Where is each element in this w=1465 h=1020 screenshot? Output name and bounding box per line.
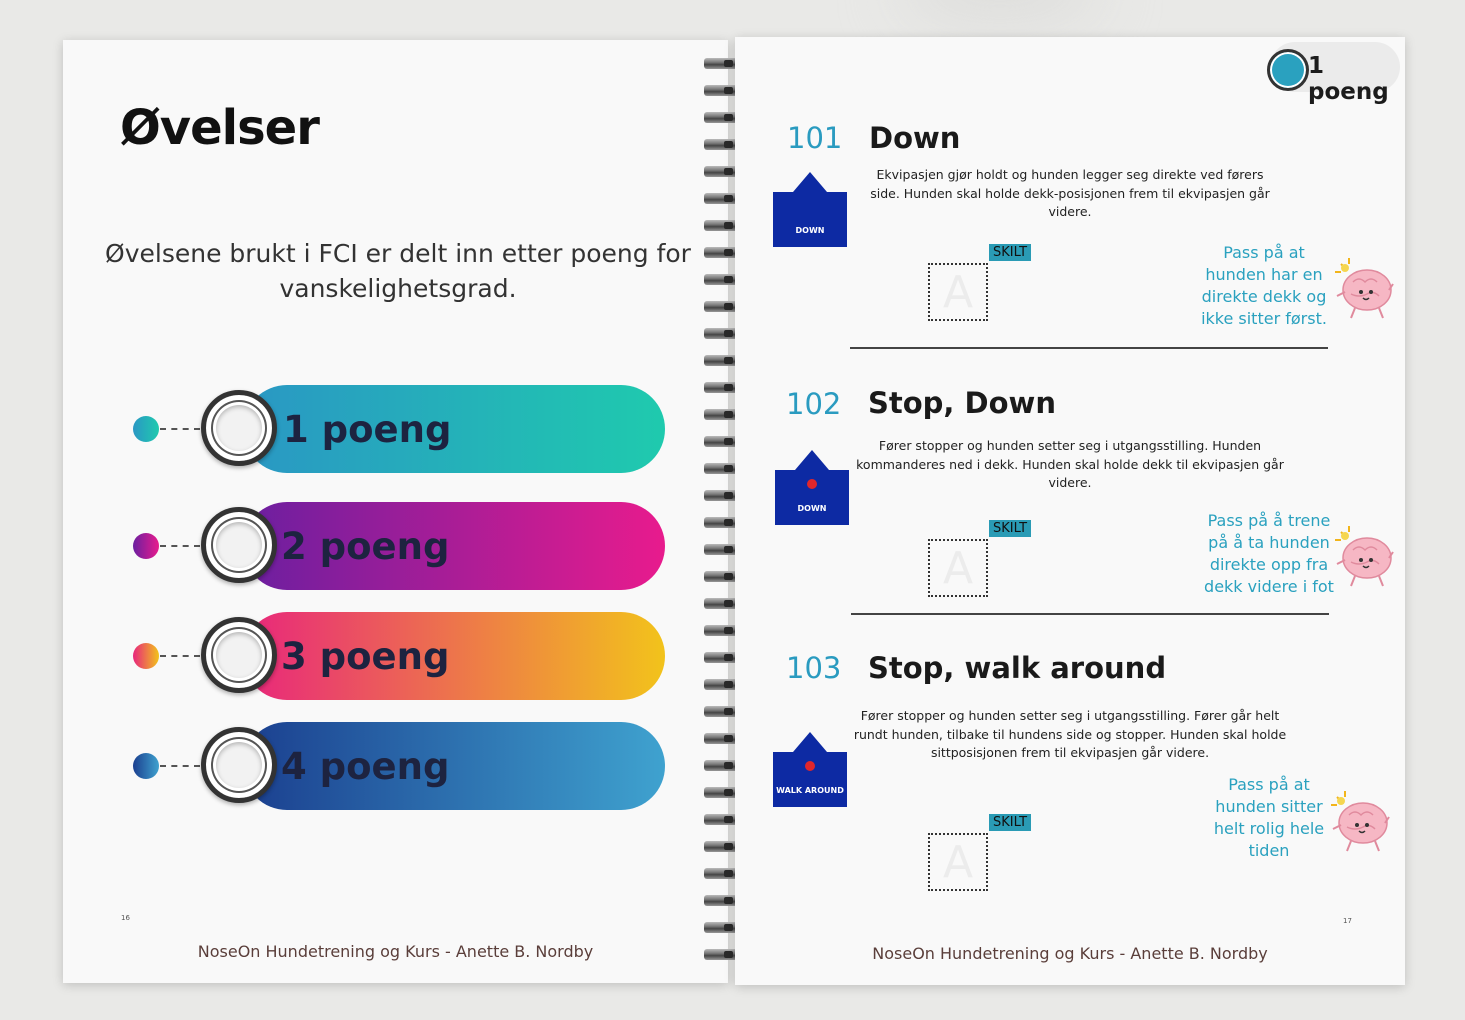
exercise-number: 101 (787, 121, 843, 155)
exercise-description: Ekvipasjen gjør holdt og hunden legger seg direkte ved førers side. Hunden skal holde dekk-posisjonen frem til ekvipasjen går videre. (870, 167, 1270, 219)
exercise-name: Stop, Down (868, 386, 1056, 420)
level-dot (133, 416, 159, 442)
exercise-name: Stop, walk around (868, 651, 1167, 685)
sign-letter: A (942, 542, 974, 594)
skilt-tag: SKILT (989, 814, 1031, 831)
level-row-3 (123, 612, 683, 700)
level-connector (160, 428, 200, 430)
ring-icon (201, 617, 277, 693)
exercise-number: 102 (786, 387, 842, 421)
exercise-tip: Pass på å trene på å ta hunden direkte opp fra dekk videre i fot (1204, 511, 1334, 596)
exercise-tip: Pass på at hunden har en direkte dekk og ikke sitter først. (1201, 243, 1327, 328)
sign-label: WALK AROUND (776, 786, 844, 795)
circle-icon (1267, 49, 1309, 91)
section-divider (851, 613, 1329, 615)
exercise-number: 103 (786, 651, 842, 685)
sign-placeholder (928, 833, 988, 891)
level-pill (243, 612, 665, 700)
page-title: Øvelser (120, 100, 319, 156)
level-label: 2 poeng (281, 524, 450, 568)
points-badge (1270, 42, 1400, 105)
level-dot (133, 533, 159, 559)
brain-icon (1331, 522, 1395, 590)
exercise-description: Fører stopper og hunden setter seg i utgangsstilling. Fører går helt rundt hunden, tilbake til hundens side og stopper. Hunden skal holde sittposisjonen frem til ekvipasjen går videre. (853, 708, 1287, 760)
sign-label: DOWN (795, 226, 825, 235)
level-dot (133, 643, 159, 669)
level-dot (133, 753, 159, 779)
level-pill (243, 502, 665, 590)
level-label: 3 poeng (281, 634, 450, 678)
right-page (735, 37, 1405, 985)
page-number: 17 (1343, 917, 1352, 925)
level-row-1 (123, 385, 683, 473)
sign-letter: A (942, 266, 974, 318)
exercise-name: Down (869, 121, 961, 155)
walk-around-sign-icon (773, 752, 847, 807)
level-label: 1 poeng (283, 407, 452, 451)
ring-icon (201, 727, 277, 803)
section-divider (850, 347, 1328, 349)
sign-placeholder (928, 539, 988, 597)
skilt-tag: SKILT (989, 520, 1031, 537)
sign-letter: A (942, 836, 974, 888)
level-connector (160, 765, 200, 767)
level-connector (160, 545, 200, 547)
level-row-2 (123, 502, 683, 590)
brain-icon (1327, 787, 1391, 855)
ring-icon (201, 507, 277, 583)
background-shadow (900, 0, 1100, 20)
exercise-description: Fører stopper og hunden setter seg i utgangsstilling. Hunden kommanderes ned i dekk. Hunden skal holde dekk til ekvipasjen går videre. (856, 438, 1284, 490)
ring-icon (201, 390, 277, 466)
stop-down-sign-icon (775, 470, 849, 525)
brain-icon (1331, 254, 1395, 322)
exercise-tip: Pass på at hunden sitter helt rolig hele tiden (1213, 775, 1325, 860)
page-number: 16 (121, 914, 130, 922)
stop-icon (805, 761, 815, 771)
sign-label: DOWN (797, 504, 827, 513)
down-sign-icon (773, 192, 847, 247)
level-label: 4 poeng (281, 744, 450, 788)
page-footer: NoseOn Hundetrening og Kurs - Anette B. Nordby (872, 944, 1268, 963)
sign-placeholder (928, 263, 988, 321)
points-badge-label: 1 poeng (1308, 53, 1389, 105)
page-footer: NoseOn Hundetrening og Kurs - Anette B. Nordby (197, 942, 594, 961)
stop-icon (807, 479, 817, 489)
intro-text: Øvelsene brukt i FCI er delt inn etter poeng for vanskelighetsgrad. (105, 239, 691, 303)
level-connector (160, 655, 200, 657)
level-row-4 (123, 722, 683, 810)
level-pill (243, 385, 665, 473)
skilt-tag: SKILT (989, 244, 1031, 261)
level-pill (243, 722, 665, 810)
left-page (63, 40, 728, 983)
